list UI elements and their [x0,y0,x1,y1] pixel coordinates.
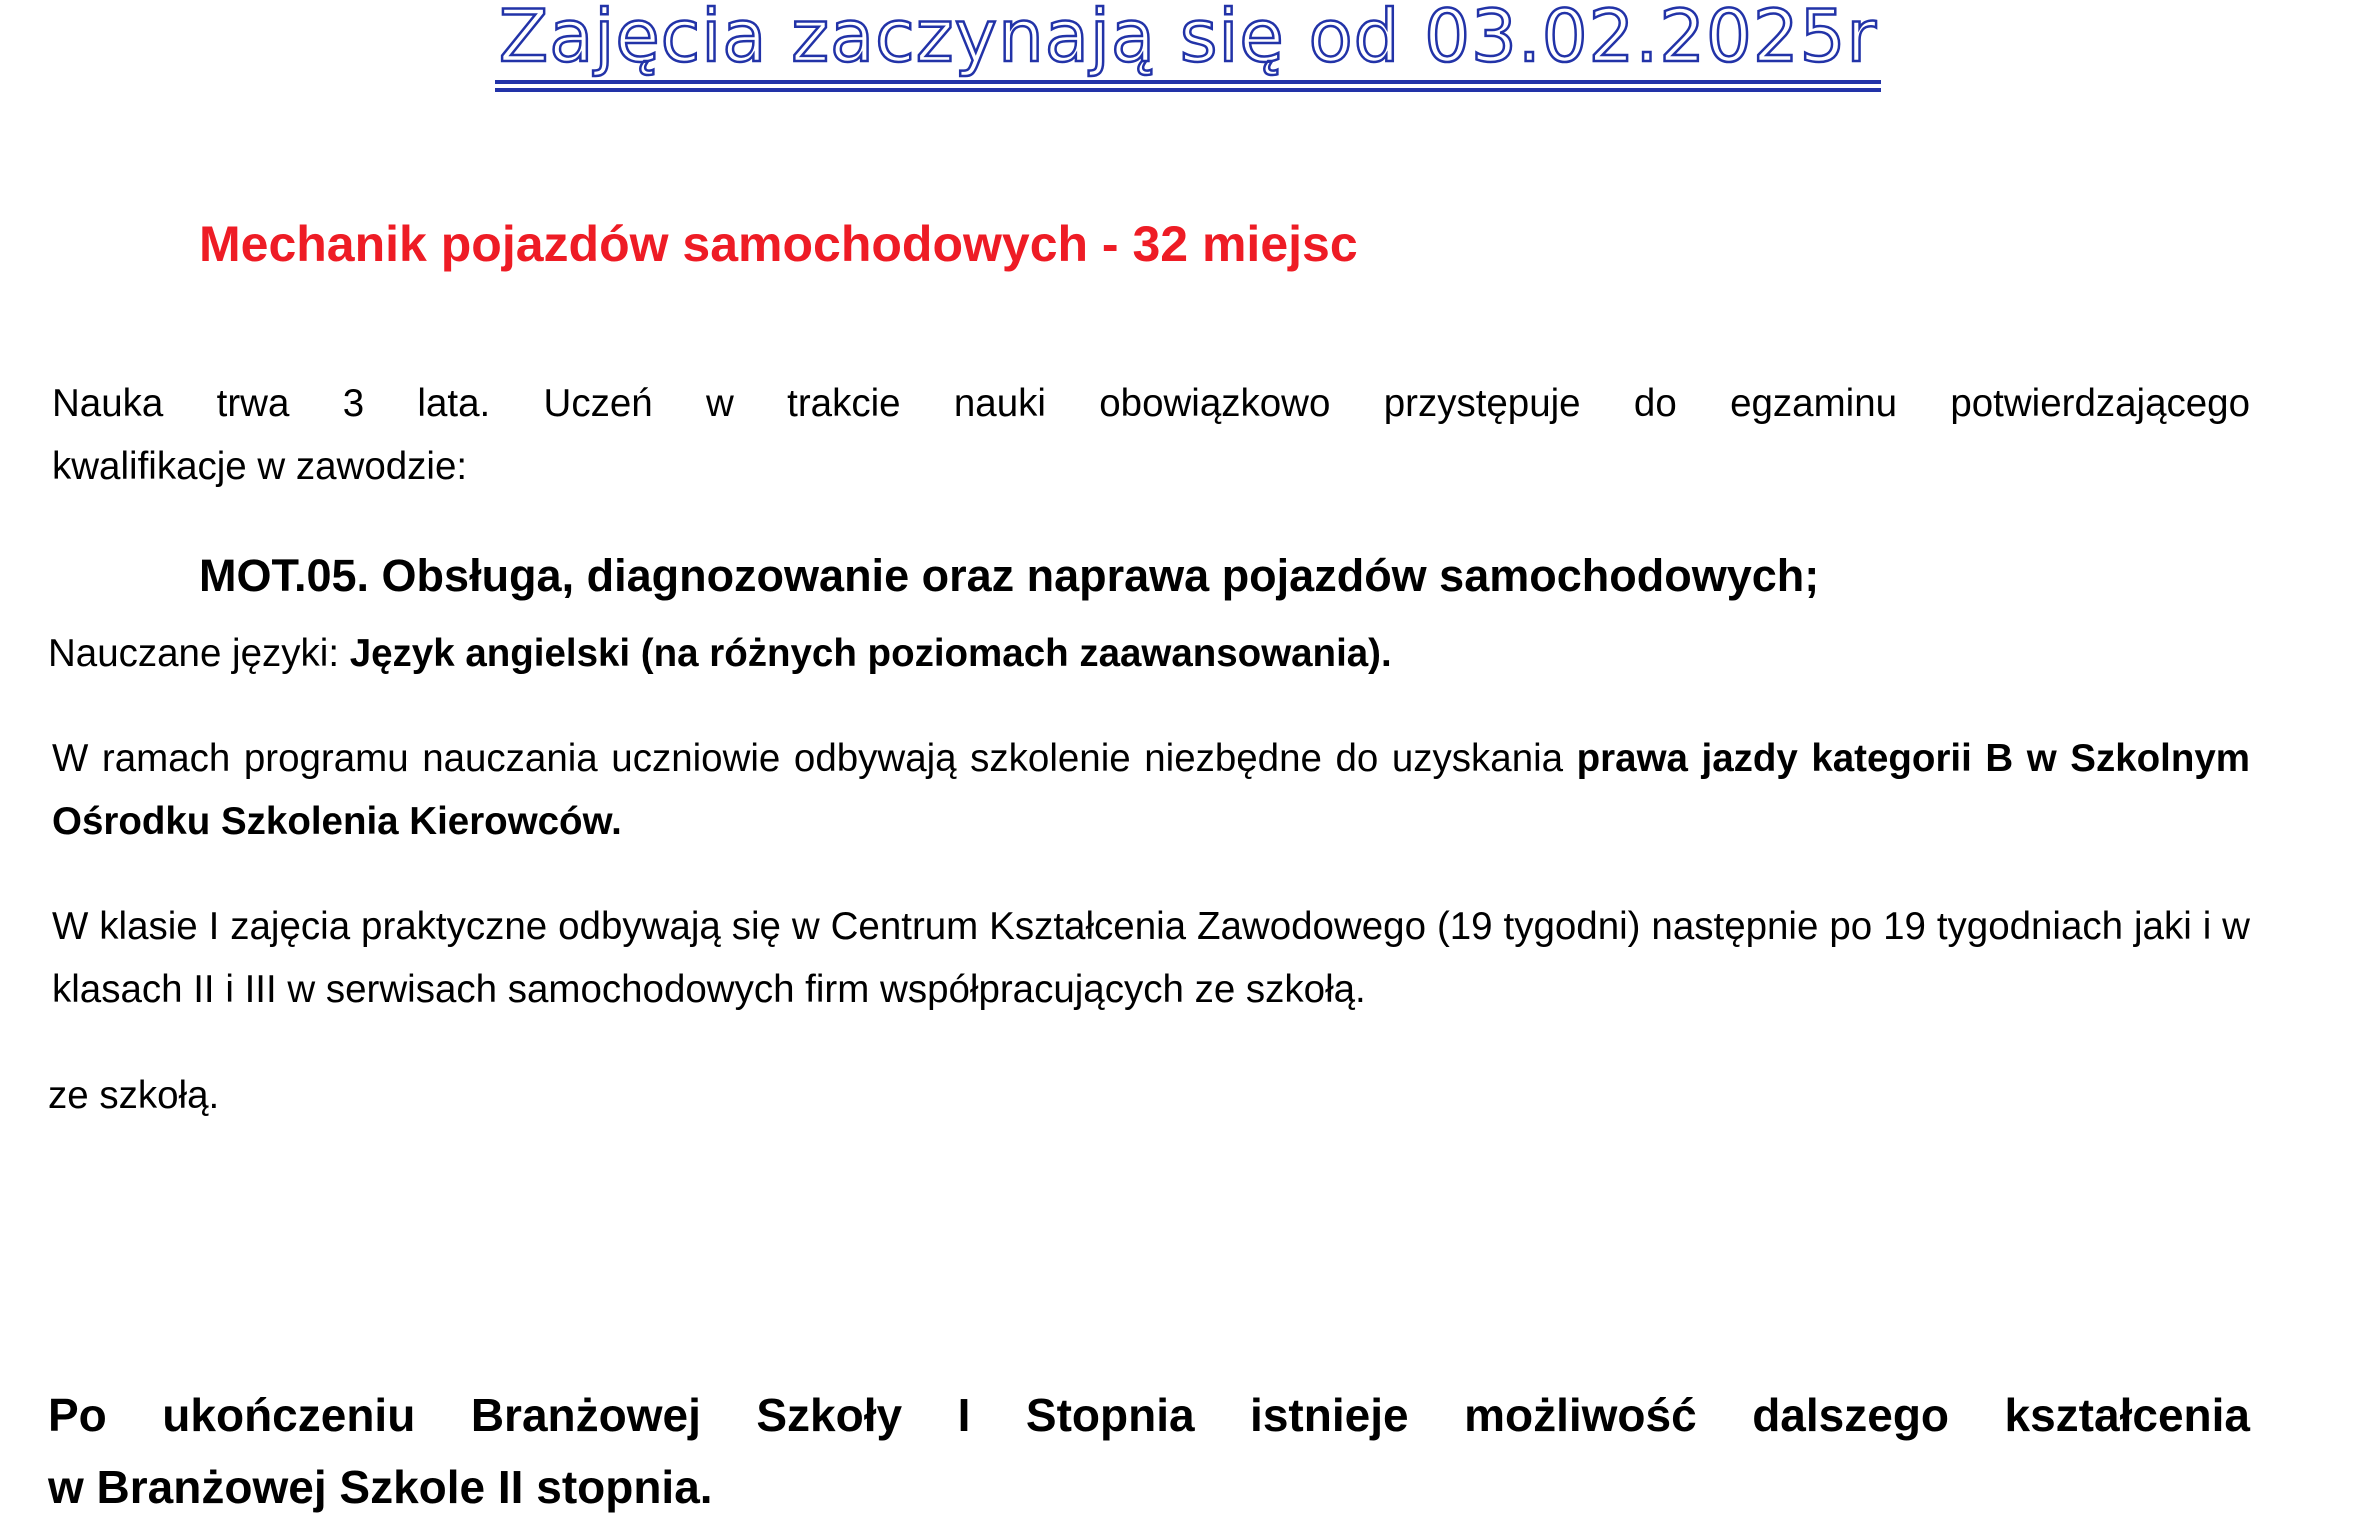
qualification-heading: MOT.05. Obsługa, diagnozowanie oraz naprawa pojazdów samochodowych; [199,550,1820,601]
practice-paragraph: W klasie I zajęcia praktyczne odbywają się w Centrum Kształcenia Zawodowego (19 tygodni) następnie po 19 tygodniach jaki i w klasach II i III w serwisach samochodowych firm współpracujących ze szkołą. [52,905,2250,1011]
intro-line-2: kwalifikacje w zawodzie: [52,445,468,488]
headline [0,0,2376,86]
driving-text: W ramach programu nauczania uczniowie odbywają szkolenie niezbędne do uzyskania [52,737,1577,780]
languages-line [48,624,1392,684]
intro-paragraph [52,372,2250,498]
further-line-2: w Branżowej Szkole II stopnia. [48,1461,713,1513]
languages-label: Nauczane języki: [48,632,350,675]
driving-bold: prawa jazdy kategorii B w Szkolnym Ośrodku Szkolenia Kierowców. [52,737,2250,843]
headline-text: Zajęcia zaczynają się od 03.02.2025r [495,0,1881,84]
driving-paragraph [52,727,2250,853]
intro-line-1: Nauka trwa 3 lata. Uczeń w trakcie nauki obowiązkowo przystępuje do egzaminu potwierdzającego [52,382,2250,425]
further-line-1: Po ukończeniu Branżowej Szkoły I Stopnia istnieje możliwość dalszego kształcenia [48,1389,2250,1441]
program-title: Mechanik pojazdów samochodowych - 32 miejsc [199,216,1358,272]
trailing-text: ze szkołą. [48,1074,220,1117]
languages-value: Język angielski (na różnych poziomach zaawansowania). [349,632,1392,675]
further-education-paragraph [48,1379,2250,1523]
